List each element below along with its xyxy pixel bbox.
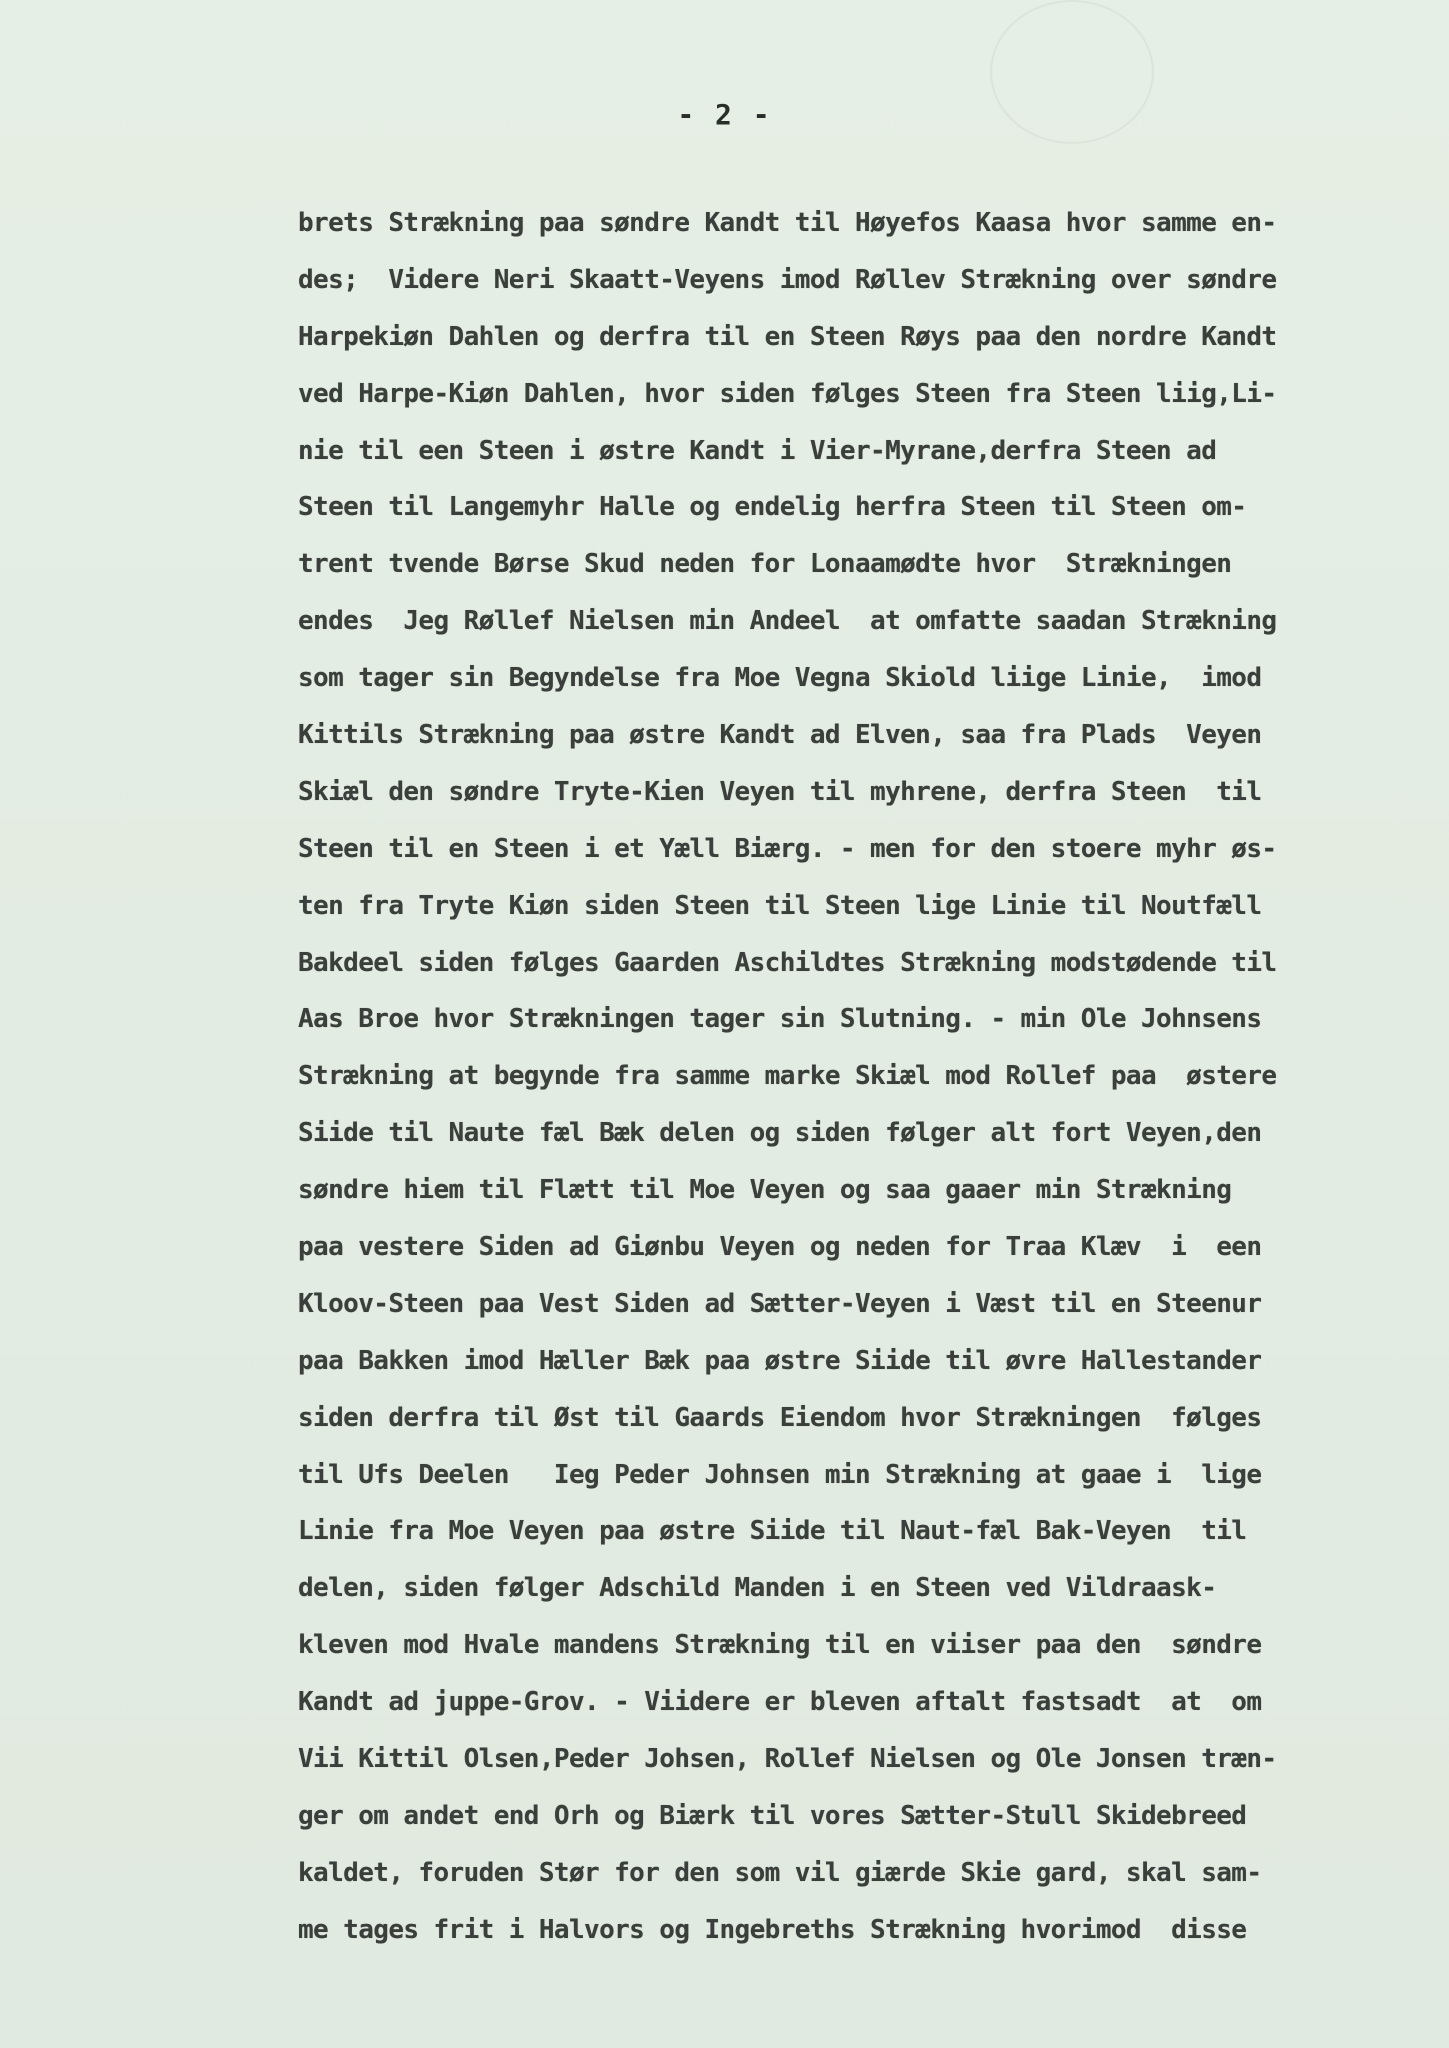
text-line: kleven mod Hvale mandens Strækning til en viiser paa den søndre [298, 1630, 1262, 1661]
text-line: kaldet, foruden Stør for den som vil giærde Skie gard, skal sam- [298, 1857, 1262, 1888]
text-line: Steen til Langemyhr Halle og endelig herfra Steen til Steen om- [298, 492, 1247, 523]
text-line: Linie fra Moe Veyen paa østre Siide til Naut-fæl Bak-Veyen til [298, 1516, 1247, 1547]
text-line: ved Harpe-Kiøn Dahlen, hvor siden følges Steen fra Steen liig,Li- [298, 378, 1277, 409]
text-line: søndre hiem til Flætt til Moe Veyen og saa gaaer min Strækning [298, 1175, 1232, 1206]
text-line: Kittils Strækning paa østre Kandt ad Elven, saa fra Plads Veyen [298, 720, 1262, 751]
text-line: endes Jeg Røllef Nielsen min Andeel at omfatte saadan Strækning [298, 606, 1277, 637]
text-line: ten fra Tryte Kiøn siden Steen til Steen lige Linie til Noutfæll [298, 890, 1262, 921]
text-line: des; Videre Neri Skaatt-Veyens imod Røllev Strækning over søndre [298, 264, 1277, 295]
text-line: me tages frit i Halvors og Ingebreths Strækning hvorimod disse [298, 1914, 1247, 1945]
text-line: siden derfra til Øst til Gaards Eiendom hvor Strækningen følges [298, 1402, 1262, 1433]
text-line: Kandt ad juppe-Grov. - Viidere er bleven aftalt fastsadt at om [298, 1687, 1262, 1718]
text-line: trent tvende Børse Skud neden for Lonaamødte hvor Strækningen [298, 549, 1232, 580]
body-text [298, 195, 1408, 1959]
text-line: ger om andet end Orh og Biærk til vores Sætter-Stull Skidebreed [298, 1800, 1247, 1831]
text-line: nie til een Steen i østre Kandt i Vier-Myrane,derfra Steen ad [298, 435, 1217, 466]
text-line: Strækning at begynde fra samme marke Skiæl mod Rollef paa østere [298, 1061, 1277, 1092]
text-line: paa Bakken imod Hæller Bæk paa østre Siide til øvre Hallestander [298, 1345, 1262, 1376]
text-line: Siide til Naute fæl Bæk delen og siden følger alt fort Veyen,den [298, 1118, 1262, 1149]
text-line: til Ufs Deelen Ieg Peder Johnsen min Strækning at gaae i lige [298, 1459, 1262, 1490]
text-line: Bakdeel siden følges Gaarden Aschildtes Strækning modstødende til [298, 947, 1277, 978]
text-line: Harpekiøn Dahlen og derfra til en Steen Røys paa den nordre Kandt [298, 321, 1277, 352]
text-line: delen, siden følger Adschild Manden i en Steen ved Vildraask- [298, 1573, 1217, 1604]
text-line: paa vestere Siden ad Giønbu Veyen og neden for Traa Klæv i een [298, 1232, 1262, 1263]
text-line: som tager sin Begyndelse fra Moe Vegna Skiold liige Linie, imod [298, 663, 1262, 694]
text-line: Kloov-Steen paa Vest Siden ad Sætter-Veyen i Væst til en Steenur [298, 1288, 1262, 1319]
text-line: Steen til en Steen i et Yæll Biærg. - men for den stoere myhr øs- [298, 833, 1277, 864]
text-line: brets Strækning paa søndre Kandt til Høyefos Kaasa hvor samme en- [298, 208, 1277, 238]
text-line: Skiæl den søndre Tryte-Kien Veyen til myhrene, derfra Steen til [298, 776, 1262, 807]
page-number: - 2 - [677, 98, 772, 131]
text-line: Vii Kittil Olsen,Peder Johsen, Rollef Nielsen og Ole Jonsen træn- [298, 1744, 1277, 1775]
text-line: Aas Broe hvor Strækningen tager sin Slutning. - min Ole Johnsens [298, 1004, 1262, 1035]
